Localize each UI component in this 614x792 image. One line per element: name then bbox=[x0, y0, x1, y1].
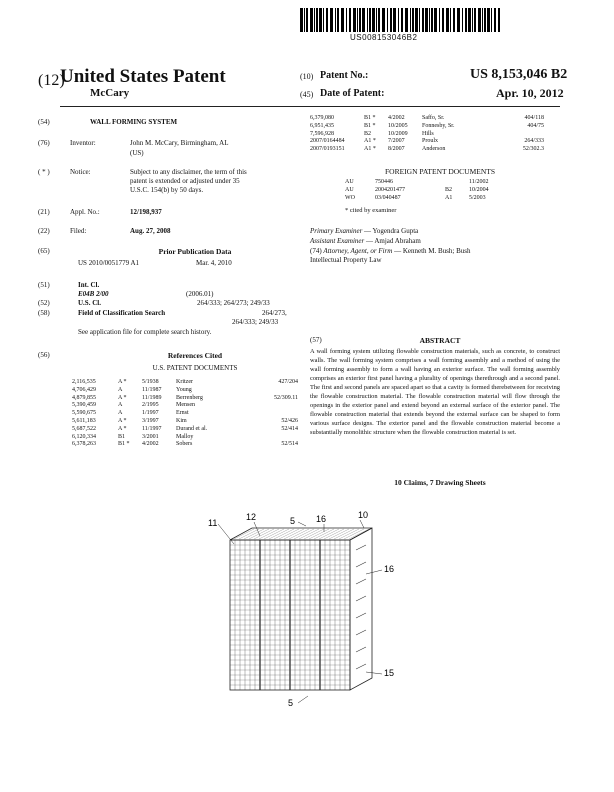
top-face-line bbox=[299, 529, 319, 539]
foreign-date: 5/2003 bbox=[469, 194, 486, 201]
notice-line2: patent is extended or adjusted under 35 bbox=[130, 177, 240, 185]
barcode bbox=[300, 8, 500, 32]
foreign-number: 750446 bbox=[375, 179, 393, 185]
barcode-bar bbox=[316, 8, 318, 32]
us-refs-right-list bbox=[310, 115, 544, 154]
ref-date: 10/2005 bbox=[388, 122, 408, 129]
top-face-line bbox=[239, 529, 259, 539]
fig-label-5-top: 5 bbox=[290, 516, 296, 526]
country-code: (12) bbox=[38, 72, 65, 89]
prior-pub-date: Mar. 4, 2010 bbox=[196, 259, 232, 267]
top-face-line bbox=[339, 529, 359, 539]
barcode-bar bbox=[410, 8, 411, 32]
us-cl-label: U.S. Cl. bbox=[78, 299, 101, 307]
side-face bbox=[350, 528, 372, 690]
filed-code: (22) bbox=[38, 227, 50, 235]
barcode-bar bbox=[450, 8, 451, 32]
ref-name: Sobers bbox=[176, 441, 193, 448]
field-search-code: (58) bbox=[38, 309, 50, 317]
ref-number: 4,706,429 bbox=[72, 386, 96, 393]
foreign-ref-row bbox=[345, 195, 509, 203]
barcode-bar bbox=[434, 8, 437, 32]
ref-number: 6,120,334 bbox=[72, 433, 96, 440]
side-opening bbox=[356, 596, 366, 601]
barcode-bar bbox=[422, 8, 424, 32]
ref-number: 6,379,080 bbox=[310, 115, 334, 121]
barcode-bar bbox=[487, 8, 490, 32]
barcode-bar bbox=[310, 8, 313, 32]
barcode-bar bbox=[346, 8, 347, 32]
filed-label: Filed: bbox=[70, 227, 87, 235]
top-face-line bbox=[269, 529, 289, 539]
ref-kind: B1 * bbox=[364, 115, 376, 121]
ref-date: 11/1997 bbox=[142, 425, 162, 432]
top-face-line bbox=[264, 529, 284, 539]
barcode-bar bbox=[382, 8, 385, 32]
ref-name: Anderson bbox=[422, 146, 446, 153]
barcode-bar bbox=[367, 8, 368, 32]
barcode-bar bbox=[314, 8, 315, 32]
barcode-bar bbox=[415, 8, 418, 32]
ref-class: 52/309.11 bbox=[274, 394, 298, 401]
header-rule bbox=[60, 106, 560, 107]
attorney-line2: Intellectual Property Law bbox=[310, 256, 382, 264]
date-label: Date of Patent: bbox=[320, 88, 385, 99]
barcode-bar bbox=[446, 8, 449, 32]
barcode-bar bbox=[462, 8, 463, 32]
us-cl-code: (52) bbox=[38, 299, 50, 307]
barcode-bar bbox=[491, 8, 492, 32]
top-face-line bbox=[304, 529, 324, 539]
barcode-bar bbox=[457, 8, 460, 32]
assistant-examiner: — Amjad Abraham bbox=[366, 237, 421, 245]
us-cl-value: 264/333; 264/273; 249/33 bbox=[197, 299, 270, 307]
inventor-line2: (US) bbox=[130, 149, 144, 157]
leader-5-bottom bbox=[298, 696, 308, 703]
ref-class: 427/204 bbox=[278, 379, 298, 385]
ref-date: 1/1997 bbox=[142, 410, 159, 417]
foreign-kind: B2 bbox=[445, 186, 453, 193]
prior-pub-code: (65) bbox=[38, 247, 50, 255]
side-opening bbox=[356, 545, 366, 550]
prior-pub-heading: Prior Publication Data bbox=[158, 247, 232, 256]
top-face-line bbox=[289, 529, 309, 539]
barcode-bar bbox=[484, 8, 486, 32]
foreign-refs-list bbox=[345, 179, 509, 202]
ref-kind: A bbox=[118, 402, 123, 409]
barcode-bar bbox=[453, 8, 455, 32]
primary-examiner-label: Primary Examiner bbox=[310, 227, 363, 235]
barcode-bar bbox=[304, 8, 305, 32]
notice-line1: Subject to any disclaimer, the term of this bbox=[130, 168, 247, 176]
ref-date: 7/2007 bbox=[388, 138, 405, 145]
top-face-line bbox=[234, 529, 254, 539]
foreign-country: WO bbox=[345, 194, 355, 201]
top-face-line bbox=[309, 529, 329, 539]
top-face-line bbox=[319, 529, 339, 539]
barcode-bar bbox=[474, 8, 476, 32]
ref-date: 11/1989 bbox=[142, 394, 162, 401]
date-code: (45) bbox=[300, 90, 314, 99]
us-ref-row bbox=[72, 441, 298, 449]
attorney-code: (74) bbox=[310, 247, 322, 255]
ref-name: Malloy bbox=[176, 433, 194, 440]
ref-number: 4,879,855 bbox=[72, 394, 96, 401]
barcode-bar bbox=[419, 8, 420, 32]
ref-name: Kim bbox=[176, 417, 187, 424]
top-face-line bbox=[279, 529, 299, 539]
ref-name: Berrenberg bbox=[176, 394, 203, 401]
ref-number: 2007/0164484 bbox=[310, 138, 345, 145]
assistant-examiner-label: Assistant Examiner bbox=[310, 237, 365, 245]
field-search-value2: 264/333; 249/33 bbox=[232, 318, 279, 326]
barcode-bar bbox=[465, 8, 467, 32]
patent-no-code: (10) bbox=[300, 72, 314, 81]
appl-no: 12/198,937 bbox=[130, 208, 162, 216]
ref-kind: A1 * bbox=[364, 138, 376, 145]
barcode-bar bbox=[372, 8, 375, 32]
barcode-bar bbox=[494, 8, 496, 32]
patent-number: US 8,153,046 B2 bbox=[470, 67, 568, 82]
barcode-bar bbox=[405, 8, 408, 32]
attorney-line1 bbox=[310, 247, 471, 256]
barcode-bar bbox=[326, 8, 328, 32]
ref-number: 2,116,535 bbox=[72, 379, 96, 385]
ref-class: 264/333 bbox=[524, 138, 544, 145]
barcode-bar bbox=[337, 8, 339, 32]
inventor-label: Inventor: bbox=[70, 139, 96, 147]
ref-date: 3/2001 bbox=[142, 433, 159, 440]
barcode-bar bbox=[387, 8, 388, 32]
fig-label-11: 11 bbox=[208, 518, 218, 528]
barcode-bar bbox=[353, 8, 356, 32]
ref-name: Kritzer bbox=[176, 379, 193, 385]
ref-date: 5/1938 bbox=[142, 379, 159, 385]
top-face-line bbox=[349, 529, 369, 539]
ref-date: 2/1995 bbox=[142, 402, 159, 409]
ref-date: 3/1997 bbox=[142, 417, 159, 424]
barcode-bar bbox=[359, 8, 361, 32]
ref-number: 5,590,675 bbox=[72, 410, 96, 417]
ref-number: 6,378,263 bbox=[72, 441, 96, 448]
ref-kind: B1 * bbox=[364, 122, 376, 129]
top-face-line bbox=[254, 529, 274, 539]
ref-class bbox=[258, 387, 298, 395]
foreign-heading: FOREIGN PATENT DOCUMENTS bbox=[384, 167, 495, 176]
foreign-country: AU bbox=[345, 179, 354, 185]
refs-heading: References Cited bbox=[167, 351, 223, 360]
inventor-surname: McCary bbox=[90, 87, 130, 99]
us-ref-row bbox=[72, 379, 298, 387]
barcode-bar bbox=[429, 8, 430, 32]
ref-class bbox=[258, 410, 298, 418]
int-cl-class: E04B 2/00 bbox=[78, 290, 109, 298]
claims-sheets: 10 Claims, 7 Drawing Sheets bbox=[394, 478, 486, 487]
ref-class: 52/302.3 bbox=[522, 146, 544, 153]
leader-16-right bbox=[366, 570, 382, 574]
us-docs-heading: U.S. PATENT DOCUMENTS bbox=[152, 364, 238, 372]
cited-note: * cited by examiner bbox=[345, 207, 397, 214]
ref-date: 4/2002 bbox=[142, 441, 159, 448]
ref-kind: A * bbox=[118, 379, 127, 385]
top-face-line bbox=[334, 529, 354, 539]
primary-examiner: — Yogendra Gupta bbox=[364, 227, 419, 235]
fig-label-12: 12 bbox=[246, 512, 257, 522]
leader-15 bbox=[366, 672, 382, 674]
ref-class bbox=[258, 434, 298, 442]
ref-number: 5,687,522 bbox=[72, 425, 96, 432]
barcode-bar bbox=[341, 8, 344, 32]
ref-number: 7,596,928 bbox=[310, 130, 334, 137]
us-ref-row bbox=[310, 138, 544, 146]
abstract-text: A wall forming system utilizing flowable construction materials, such as concrete, to construct walls. The wall forming system comprises a wall forming assembly and a method of using the wall forming assembly to form a wall having an exterior surface. The wall forming assembly comprises an exterior first panel having a plurality of openings therethrough and a second panel. The first and second panels are spaced apart so that a cavity is formed therebetween for receiving the flowable construction material. The flowable construction material will flow through the openings in the exterior panel and extend beyond an external surface of the exterior panel. The flowable construction material that extends beyond the external surface can be shaped to form various surface designs. The exterior panel and the flowable construction material become a substantially monolithic structure when the flowable construction material is set. bbox=[310, 348, 560, 436]
us-refs-left-list bbox=[72, 379, 298, 449]
ref-name: Young bbox=[176, 386, 192, 393]
primary-examiner-line bbox=[310, 227, 418, 236]
us-ref-row bbox=[310, 131, 544, 139]
attorney-name: — Kenneth M. Bush; Bush bbox=[394, 247, 471, 255]
side-opening bbox=[356, 630, 366, 635]
barcode-bar bbox=[401, 8, 403, 32]
int-cl-version: (2006.01) bbox=[186, 290, 214, 298]
invention-title: WALL FORMING SYSTEM bbox=[90, 118, 178, 126]
ref-name: Mensen bbox=[176, 402, 195, 409]
foreign-date: 11/2002 bbox=[469, 179, 489, 185]
search-history-note: See application file for complete search history. bbox=[78, 328, 212, 336]
side-opening bbox=[356, 562, 366, 567]
us-ref-row bbox=[72, 426, 298, 434]
ref-date: 4/2002 bbox=[388, 115, 405, 121]
notice-label: Notice: bbox=[70, 168, 91, 176]
int-cl-label: Int. Cl. bbox=[78, 281, 100, 289]
side-opening bbox=[356, 613, 366, 618]
patent-date: Apr. 10, 2012 bbox=[496, 86, 564, 100]
barcode-number: US008153046B2 bbox=[350, 33, 418, 42]
barcode-bar bbox=[425, 8, 428, 32]
ref-class: 52/414 bbox=[281, 425, 298, 432]
ref-kind: B2 bbox=[364, 130, 372, 137]
side-opening bbox=[356, 664, 366, 669]
barcode-bar bbox=[319, 8, 322, 32]
filed-date: Aug. 27, 2008 bbox=[130, 227, 171, 235]
barcode-bar bbox=[393, 8, 396, 32]
barcode-bar bbox=[369, 8, 371, 32]
top-face-line bbox=[259, 529, 279, 539]
barcode-bar bbox=[398, 8, 399, 32]
top-face-line bbox=[294, 529, 314, 539]
foreign-ref-row bbox=[345, 179, 509, 187]
ref-name: Saffo, Sr. bbox=[422, 115, 445, 121]
barcode-bar bbox=[478, 8, 481, 32]
fig-label-15: 15 bbox=[384, 668, 395, 678]
barcode-bar bbox=[412, 8, 414, 32]
foreign-kind bbox=[445, 179, 469, 187]
side-opening bbox=[356, 647, 366, 652]
foreign-kind: A1 bbox=[445, 194, 453, 201]
ref-class: 404/118 bbox=[524, 115, 544, 121]
fig-label-16-right: 16 bbox=[384, 564, 395, 574]
field-76-code: (76) bbox=[38, 139, 50, 147]
us-ref-row bbox=[72, 434, 298, 442]
field-search-label: Field of Classification Search bbox=[78, 309, 166, 317]
top-face-line bbox=[284, 529, 304, 539]
barcode-bar bbox=[439, 8, 440, 32]
appl-code: (21) bbox=[38, 208, 50, 216]
us-ref-row bbox=[72, 402, 298, 410]
barcode-bar bbox=[357, 8, 358, 32]
abstract-heading: ABSTRACT bbox=[419, 336, 461, 345]
top-face-line bbox=[274, 529, 294, 539]
ref-kind: B1 bbox=[118, 433, 126, 440]
notice-line3: U.S.C. 154(b) by 50 days. bbox=[130, 186, 204, 194]
barcode-bar bbox=[482, 8, 483, 32]
ref-kind: A * bbox=[118, 417, 127, 424]
us-ref-row bbox=[310, 146, 544, 154]
patent-no-label: Patent No.: bbox=[320, 70, 369, 81]
leader-5-top bbox=[298, 522, 306, 526]
top-face-line bbox=[249, 529, 269, 539]
ref-name: Hills bbox=[422, 130, 434, 137]
barcode-bar bbox=[498, 8, 500, 32]
ref-date: 8/2007 bbox=[388, 146, 405, 153]
ref-name: Fonnesby, Sr. bbox=[422, 122, 455, 129]
barcode-bar bbox=[390, 8, 392, 32]
barcode-bar bbox=[300, 8, 303, 32]
barcode-bar bbox=[306, 8, 308, 32]
ref-kind: A bbox=[118, 386, 123, 393]
barcode-bar bbox=[431, 8, 433, 32]
ref-class: 52/426 bbox=[281, 417, 298, 424]
fig-label-10: 10 bbox=[358, 510, 369, 520]
ref-date: 10/2009 bbox=[388, 130, 408, 137]
refs-code: (56) bbox=[38, 351, 50, 359]
patent-title-heading: United States Patent bbox=[60, 66, 226, 87]
us-ref-row bbox=[72, 410, 298, 418]
ref-kind: A bbox=[118, 410, 123, 417]
prior-pub-number: US 2010/0051779 A1 bbox=[78, 259, 140, 267]
barcode-bar bbox=[362, 8, 365, 32]
ref-number: 5,390,459 bbox=[72, 402, 96, 409]
fig-label-5-bottom: 5 bbox=[288, 698, 294, 708]
foreign-country: AU bbox=[345, 186, 354, 193]
ref-kind: A * bbox=[118, 425, 127, 432]
ref-class bbox=[258, 402, 298, 410]
ref-kind: A1 * bbox=[364, 146, 376, 153]
ref-name: Ernst bbox=[176, 410, 189, 417]
wall-forming-drawing bbox=[190, 510, 440, 710]
field-search-value1: 264/273, bbox=[262, 309, 287, 317]
attorney-label: Attorney, Agent, or Firm bbox=[323, 247, 393, 255]
int-cl-code: (51) bbox=[38, 281, 50, 289]
ref-number: 6,951,435 bbox=[310, 122, 334, 129]
top-face-line bbox=[324, 529, 344, 539]
us-ref-row bbox=[72, 418, 298, 426]
foreign-number: 2004201477 bbox=[375, 186, 405, 193]
ref-class: 52/514 bbox=[281, 441, 298, 448]
ref-name: Proulx bbox=[422, 138, 439, 145]
barcode-bar bbox=[468, 8, 471, 32]
foreign-ref-row bbox=[345, 187, 509, 195]
barcode-bar bbox=[330, 8, 333, 32]
leader-11 bbox=[218, 524, 234, 544]
us-ref-row bbox=[310, 123, 544, 131]
barcode-bar bbox=[378, 8, 380, 32]
ref-kind: B1 * bbox=[118, 441, 130, 448]
barcode-bar bbox=[376, 8, 377, 32]
ref-class: 404/75 bbox=[527, 122, 544, 129]
assistant-examiner-line bbox=[310, 237, 421, 246]
side-opening bbox=[356, 579, 366, 584]
barcode-bar bbox=[335, 8, 336, 32]
leader-10 bbox=[360, 520, 364, 528]
abstract-code: (57) bbox=[310, 336, 322, 344]
ref-kind: A * bbox=[118, 394, 127, 401]
us-ref-row bbox=[72, 387, 298, 395]
barcode-bar bbox=[472, 8, 473, 32]
appl-label: Appl. No.: bbox=[70, 208, 100, 216]
barcode-bar bbox=[323, 8, 324, 32]
ref-number: 5,611,183 bbox=[72, 417, 96, 424]
notice-code: ( * ) bbox=[38, 168, 50, 176]
ref-date: 11/1987 bbox=[142, 386, 162, 393]
inventor-line1: John M. McCary, Birmingham, AL bbox=[130, 139, 229, 147]
foreign-date: 10/2004 bbox=[469, 186, 489, 193]
ref-class bbox=[504, 131, 544, 139]
foreign-number: 03/040487 bbox=[375, 194, 401, 201]
top-face-line bbox=[329, 529, 349, 539]
field-54-code: (54) bbox=[38, 118, 50, 126]
us-ref-row bbox=[72, 395, 298, 403]
barcode-bar bbox=[442, 8, 444, 32]
us-ref-row bbox=[310, 115, 544, 123]
ref-name: Durand et al. bbox=[176, 425, 208, 432]
ref-number: 2007/0193151 bbox=[310, 146, 345, 153]
fig-label-16-top: 16 bbox=[316, 514, 327, 524]
barcode-bar bbox=[349, 8, 351, 32]
